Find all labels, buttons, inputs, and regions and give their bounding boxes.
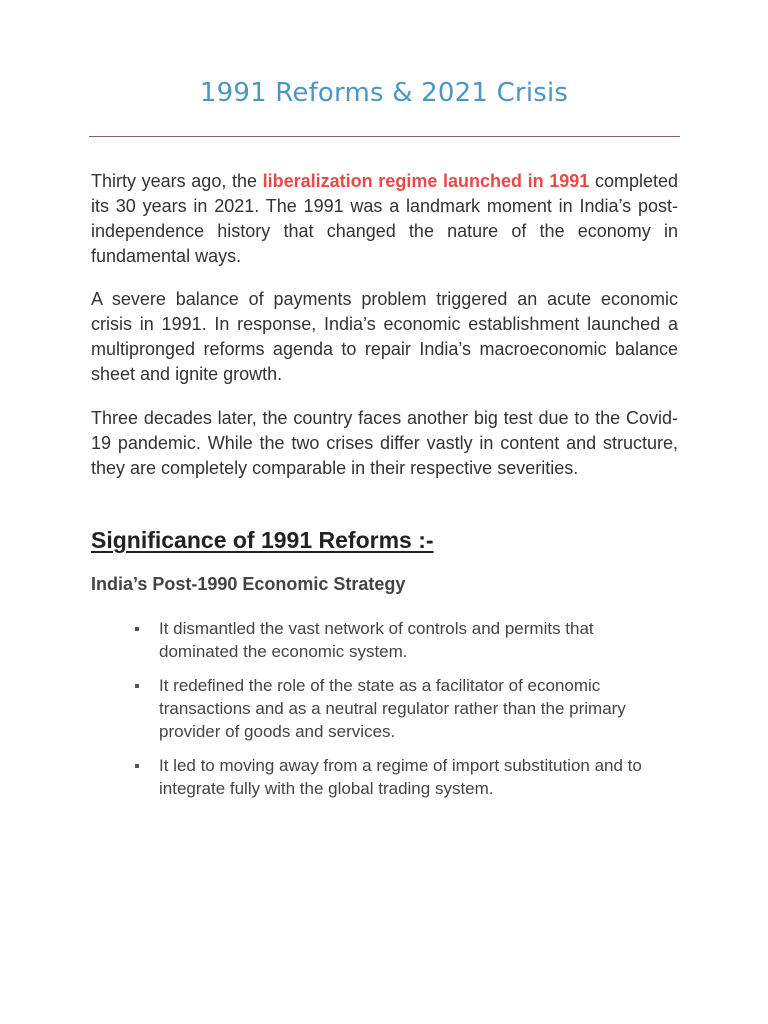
intro-paragraph: [91, 169, 678, 269]
list-item-text: It led to moving away from a regime of import substitution and to integrate fully with the global trading system.: [159, 756, 642, 798]
intro-text-start: Thirty years ago, the: [91, 171, 263, 191]
section-heading: Significance of 1991 Reforms :-: [91, 527, 434, 553]
page-title: 1991 Reforms & 2021 Crisis: [199, 78, 569, 108]
square-bullet-icon: [135, 627, 139, 631]
title-divider: [89, 136, 680, 137]
sub-heading: India’s Post-1990 Economic Strategy: [91, 574, 406, 594]
square-bullet-icon: [135, 684, 139, 688]
list-item: [133, 674, 673, 743]
intro-text-end: completed its 30 years in 2021. The 1991 was a landmark moment in India’s post-independence history that changed the nature of the economy in fundamental ways.: [91, 171, 679, 266]
list-item-text: It redefined the role of the state as a facilitator of economic transactions and as a neutral regulator rather than the primary provider of goods and services.: [159, 676, 626, 741]
covid-paragraph: Three decades later, the country faces another big test due to the Covid-19 pandemic. While the two crises differ vastly in content and structure, they are completely comparable in their respective severities.: [91, 408, 678, 478]
crisis-paragraph: A severe balance of payments problem triggered an acute economic crisis in 1991. In response, India’s economic establishment launched a multipronged reforms agenda to repair India’s macroeconomic balance sheet and ignite growth.: [91, 289, 678, 384]
list-item: [133, 617, 673, 663]
square-bullet-icon: [135, 764, 139, 768]
highlighted-phrase: liberalization regime launched in 1991: [262, 171, 590, 191]
list-item: [133, 754, 673, 800]
list-item-text: It dismantled the vast network of controls and permits that dominated the economic system.: [159, 619, 594, 661]
strategy-bullet-list: [133, 617, 673, 811]
